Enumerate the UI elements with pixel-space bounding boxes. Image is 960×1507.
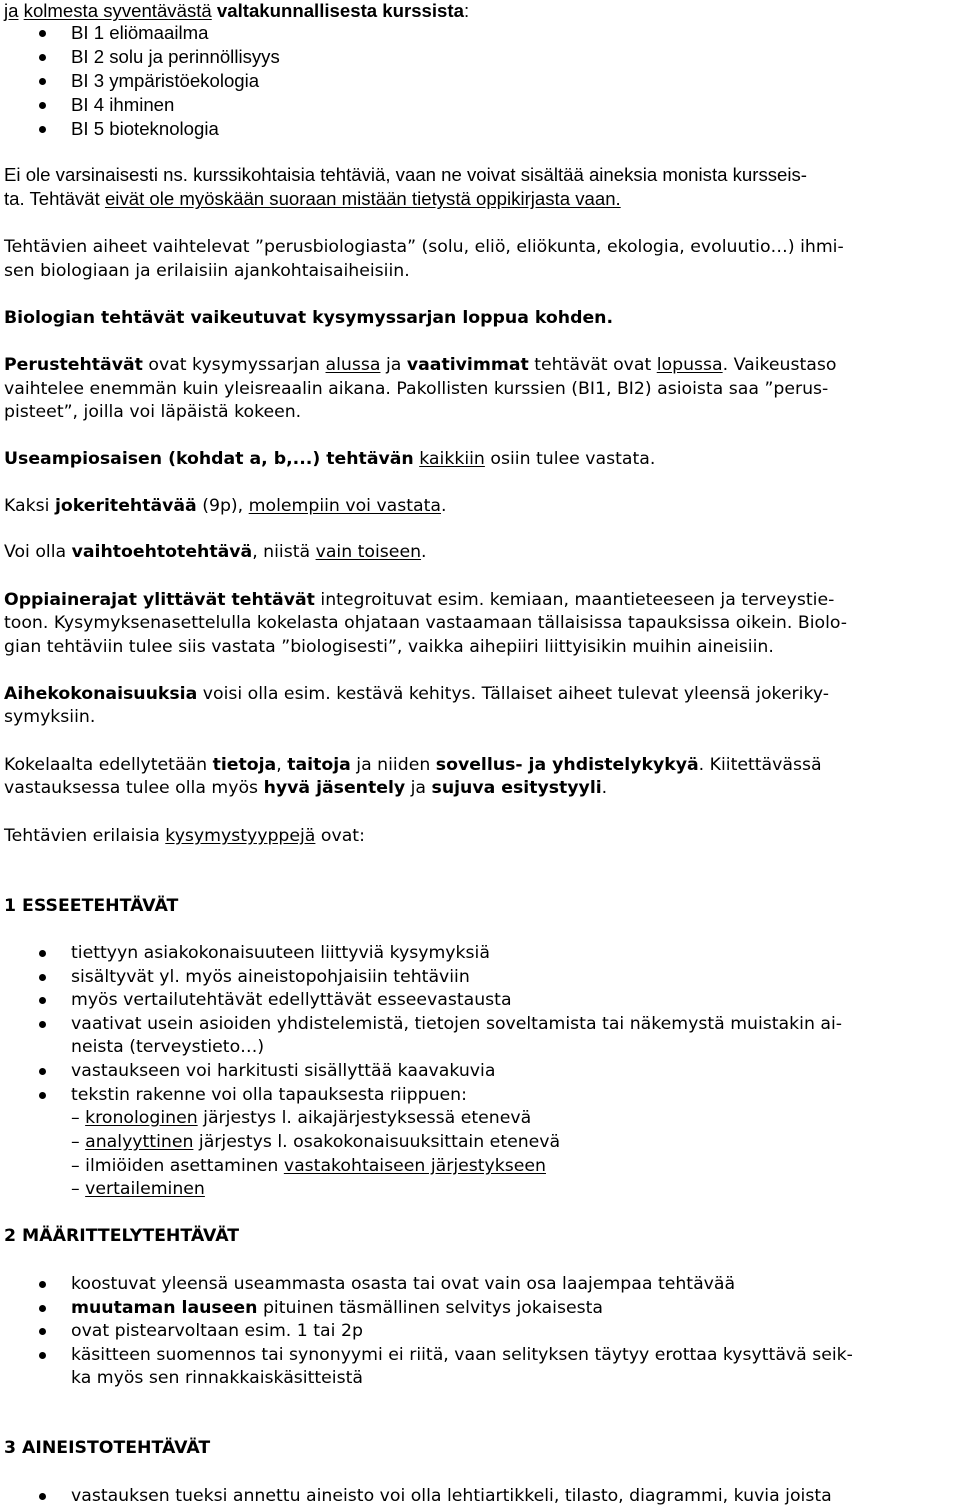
course-item: BI 3 ympäristöekologia — [71, 70, 260, 91]
para8-line1: Oppiainerajat ylittävät tehtävät integroituvat esim. kemiaan, maantieteeseen ja terveystie- — [4, 590, 835, 610]
sub-item: – kronologinen järjestys l. aikajärjestyksessä etenevä — [71, 1108, 532, 1128]
dash-icon: – — [71, 1108, 80, 1128]
bullet-icon — [39, 1021, 46, 1028]
para7: Voi olla vaihtoehtotehtävä, niistä vain toiseen. — [4, 542, 427, 562]
list-item: tekstin rakenne voi olla tapauksesta riippuen: — [71, 1085, 467, 1105]
list-item: koostuvat yleensä useammasta osasta tai ovat vain osa laajempaa tehtävää — [71, 1274, 736, 1294]
bullet-icon — [39, 78, 46, 85]
link-kronologinen[interactable]: kronologinen — [85, 1108, 198, 1128]
bullet-icon — [39, 950, 46, 957]
para6: Kaksi jokeritehtävää (9p), molempiin voi vastata. — [4, 496, 447, 516]
sub-item — [71, 1178, 205, 1200]
bullet-icon — [39, 974, 46, 981]
bullet-icon — [39, 1328, 46, 1335]
course-item: BI 1 eliömaailma — [71, 22, 209, 43]
bullet-icon — [39, 1068, 46, 1075]
link-vastakohtainen[interactable]: vastakohtaiseen järjestykseen — [283, 1156, 546, 1176]
bullet-icon — [39, 1352, 46, 1359]
list-item-continuation: neista (terveystieto…) — [71, 1037, 265, 1057]
intro-bold: valtakunnallisesta kurssista — [216, 0, 464, 21]
course-item: BI 2 solu ja perinnöllisyys — [71, 46, 280, 67]
section-title-maarittely: 2 MÄÄRITTELYTEHTÄVÄT — [4, 1226, 240, 1246]
list-item: sisältyvät yl. myös aineistopohjaisiin tehtäviin — [71, 967, 470, 987]
list-item: vaativat usein asioiden yhdistelemistä, tietojen soveltamista tai näkemystä muistakin ai- — [71, 1014, 843, 1034]
para4-line1: Perustehtävät ovat kysymyssarjan alussa ja vaativimmat tehtävät ovat lopussa. Vaikeustaso — [4, 355, 837, 375]
section-title-aineisto: 3 AINEISTOTEHTÄVÄT — [4, 1438, 211, 1458]
bullet-icon — [39, 102, 46, 109]
course-item: BI 5 bioteknologia — [71, 118, 219, 139]
link-vertaileminen[interactable]: vertaileminen — [85, 1179, 205, 1199]
list-item: ovat pistearvoltaan esim. 1 tai 2p — [71, 1321, 363, 1341]
bullet-icon — [39, 1493, 46, 1500]
para1-line1: Ei ole varsinaisesti ns. kurssikohtaisia tehtäviä, vaan ne voivat sisältää aineksia monista kursseis- — [4, 164, 807, 185]
link-kysymystyypit[interactable]: kysymystyyppejä — [165, 826, 316, 846]
list-item: käsitteen suomennos tai synonyymi ei riitä, vaan selityksen täytyy erottaa kysyttävä seik- — [71, 1345, 853, 1365]
bullet-icon — [39, 54, 46, 61]
link-syventavat[interactable]: kolmesta syventävästä — [23, 0, 212, 21]
bullet-icon — [39, 1092, 46, 1099]
link-molempiin[interactable]: molempiin voi vastata — [248, 496, 442, 516]
bullet-icon — [39, 1281, 46, 1288]
bullet-icon — [39, 30, 46, 37]
link-analyyttinen[interactable]: analyyttinen — [85, 1132, 194, 1152]
para1-line2: ta. Tehtävät eivät ole myöskään suoraan mistään tietystä oppikirjasta vaan. — [4, 188, 621, 209]
list-item: tiettyyn asiakokonaisuuteen liittyviä kysymyksiä — [71, 943, 490, 963]
list-item: muutaman lauseen pituinen täsmällinen selvitys jokaisesta — [71, 1298, 603, 1318]
intro-line: ja kolmesta syventävästä valtakunnallisesta kurssista: — [4, 0, 470, 21]
course-item: BI 4 ihminen — [71, 94, 175, 115]
para8-line3: gian tehtäviin tulee siis vastata ”biologisesti”, vaikka aihepiiri liittyisikin muihin aineisiin. — [4, 637, 774, 657]
para3: Biologian tehtävät vaikeutuvat kysymyssarjan loppua kohden. — [4, 308, 614, 328]
para4-line2: vaihtelee enemmän kuin yleisreaalin aikana. Pakollisten kurssien (BI1, BI2) asioista saa ”perus- — [4, 379, 829, 399]
para10-line1: Kokelaalta edellytetään tietoja, taitoja ja niiden sovellus- ja yhdistelykykyä. Kiitettävässä — [4, 755, 822, 775]
sub-item: – ilmiöiden asettaminen vastakohtaiseen järjestykseen — [71, 1156, 546, 1176]
link-lopussa[interactable]: lopussa — [656, 355, 723, 375]
para10-line2: vastauksessa tulee olla myös hyvä jäsentely ja sujuva esitystyyli. — [4, 778, 608, 798]
link-oppikirja[interactable]: eivät ole myöskään suoraan mistään tietystä oppikirjasta vaan. — [104, 188, 621, 209]
list-item: vastaukseen voi harkitusti sisällyttää kaavakuvia — [71, 1061, 496, 1081]
section-title-essee: 1 ESSEETEHTÄVÄT — [4, 896, 179, 916]
para11: Tehtävien erilaisia kysymystyyppejä ovat: — [4, 826, 365, 846]
link-ja[interactable]: ja — [4, 0, 19, 21]
para5: Useampiosaisen (kohdat a, b,...) tehtävän kaikkiin osiin tulee vastata. — [4, 449, 656, 469]
para2-line1: Tehtävien aiheet vaihtelevat ”perusbiologiasta” (solu, eliö, eliökunta, ekologia, evoluutio…) ihmi- — [4, 237, 844, 257]
dash-icon: – — [71, 1156, 80, 1176]
para9-line2: symyksiin. — [4, 707, 96, 727]
list-item-continuation: ka myös sen rinnakkaiskäsitteistä — [71, 1368, 363, 1388]
para8-line2: toon. Kysymyksenasettelulla kokelasta ohjataan vastaamaan tällaisissa tapauksissa oikein. Biolo- — [4, 613, 848, 633]
link-alussa[interactable]: alussa — [325, 355, 381, 375]
link-vain-toiseen[interactable]: vain toiseen — [315, 542, 422, 562]
para2-line2: sen biologiaan ja erilaisiin ajankohtaisaiheisiin. — [4, 261, 410, 281]
list-item: vastauksen tueksi annettu aineisto voi olla lehtiartikkeli, tilasto, diagrammi, kuvia joista — [71, 1486, 832, 1506]
dash-icon: – — [71, 1179, 80, 1199]
link-kaikkiin[interactable]: kaikkiin — [419, 449, 485, 469]
list-item: myös vertailutehtävät edellyttävät esseevastausta — [71, 990, 512, 1010]
bullet-icon — [39, 126, 46, 133]
bullet-icon — [39, 1305, 46, 1312]
bullet-icon — [39, 997, 46, 1004]
para4-line3: pisteet”, joilla voi läpäistä kokeen. — [4, 402, 302, 422]
sub-item: – analyyttinen järjestys l. osakokonaisuuksittain etenevä — [71, 1132, 561, 1152]
para9-line1: Aihekokonaisuuksia voisi olla esim. kestävä kehitys. Tällaiset aiheet tulevat yleensä jokeriky- — [4, 684, 829, 704]
dash-icon: – — [71, 1132, 80, 1152]
